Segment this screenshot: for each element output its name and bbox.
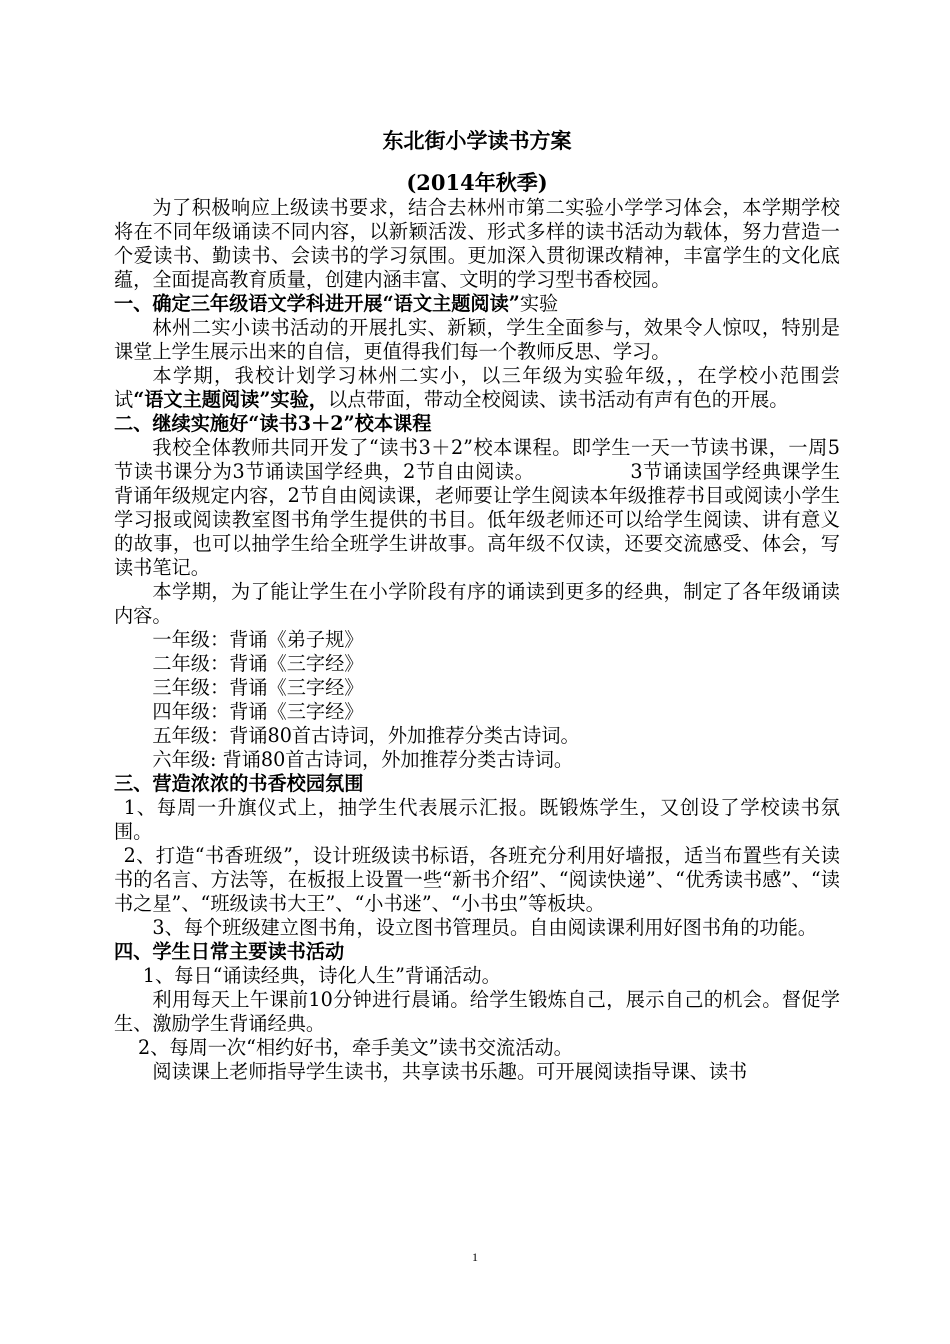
section-2-paragraph-2: 本学期，为了能让学生在小学阶段有序的诵读到更多的经典，制定了各年级诵读内容。 [114, 580, 840, 627]
section-3-item-1: 1、每周一升旗仪式上，抽学生代表展示汇报。既锻炼学生，又创设了学校读书氛围。 [114, 796, 840, 843]
grade-item: 四年级：背诵《三字经》 [152, 700, 364, 723]
grade-item: 一年级：背诵《弟子规》 [152, 628, 364, 651]
section-1-paragraph-1: 林州二实小读书活动的开展扎实、新颖，学生全面参与，效果令人惊叹，特别是课堂上学生展示出来的自信，更值得我们每一个教师反思、学习。 [114, 316, 840, 363]
grade-item: 五年级：背诵80首古诗词，外加推荐分类古诗词。 [152, 724, 580, 747]
section-1-p2-part-b: “语文主题阅读”实验， [133, 388, 328, 411]
section-1-heading-part-c: 实验 [519, 292, 559, 315]
section-1-heading [114, 292, 840, 316]
grade-item: 六年级: 背诵80首古诗词，外加推荐分类古诗词。 [152, 748, 574, 771]
section-1-p2-part-a: 本学期，我校计划学习林州二实小，以三年级为实验年级，，在学校小范围尝试 [114, 364, 840, 411]
section-1-paragraph-2 [114, 364, 840, 412]
document-subtitle: (2014年秋季) [406, 170, 548, 195]
section-2-paragraph-1 [114, 436, 840, 580]
section-4-item-1-paragraph: 利用每天上午课前10分钟进行晨诵。给学生锻炼自己，展示自己的机会。督促学生、激励学生背诵经典。 [114, 988, 840, 1035]
section-1-p2-part-c: 以点带面，带动全校阅读、读书活动有声有色的开展。 [327, 388, 789, 411]
section-3-item-3: 3、每个班级建立图书角，设立图书管理员。自由阅读课利用好图书角的功能。 [152, 916, 817, 939]
section-1-heading-part-a: 一、确定三年级语文学科进开展 [114, 292, 383, 315]
section-3-heading: 三、营造浓浓的书香校园氛围 [114, 772, 364, 795]
page-number: 1 [472, 1250, 478, 1264]
intro-paragraph: 为了积极响应上级读书要求，结合去林州市第二实验小学学习体会，本学期学校将在不同年级诵读不同内容，以新颖活泼、形式多样的读书活动为载体，努力营造一个爱读书、勤读书、会读书的学习氛围。更加深入贯彻课改精神，丰富学生的文化底蕴，全面提高教育质量，创建内涵丰富、文明的学习型书香校园。 [114, 196, 840, 291]
section-3-item-2: 2、打造“书香班级”，设计班级读书标语，各班充分利用好墙报，适当布置些有关读书的名言、方法等，在板报上设置一些“新书介绍”、“阅读快递”、“优秀读书感”、“读书之星”、“班级读书大王”、“小书迷”、“小书虫”等板块。 [114, 844, 840, 915]
section-4-heading: 四、学生日常主要读书活动 [114, 940, 345, 963]
section-4-item-2: 2、每周一次“相约好书，牵手美文”读书交流活动。 [138, 1036, 573, 1059]
section-4-item-1: 1、每日“诵读经典，诗化人生”背诵活动。 [142, 964, 501, 987]
section-2-heading: 二、继续实施好“读书3＋2”校本课程 [114, 412, 432, 435]
section-2-p1-part-a: 我校全体教师共同开发了“读书3＋2”校本课程。即学生一天一节读书课，一周5节读书课分为3节诵读国学经典，2节自由阅读。 [114, 436, 840, 483]
grade-item: 二年级：背诵《三字经》 [152, 652, 364, 675]
section-1-heading-part-b: “语文主题阅读” [382, 292, 520, 315]
section-2-p1-part-b: 3节诵读国学经典课学生背诵年级规定内容，2节自由阅读课，老师要让学生阅读本年级推荐书目或阅读小学生学习报或阅读教室图书角学生提供的书目。低年级老师还可以给学生阅读、讲有意义的故事，也可以抽学生给全班学生讲故事。高年级不仅读，还要交流感受、体会，写读书笔记。 [114, 460, 840, 579]
section-4-item-2-paragraph: 阅读课上老师指导学生读书，共享读书乐趣。可开展阅读指导课、读书 [152, 1060, 748, 1083]
document-page [114, 128, 840, 1084]
grade-item: 三年级：背诵《三字经》 [152, 676, 364, 699]
document-title: 东北街小学读书方案 [382, 128, 572, 153]
